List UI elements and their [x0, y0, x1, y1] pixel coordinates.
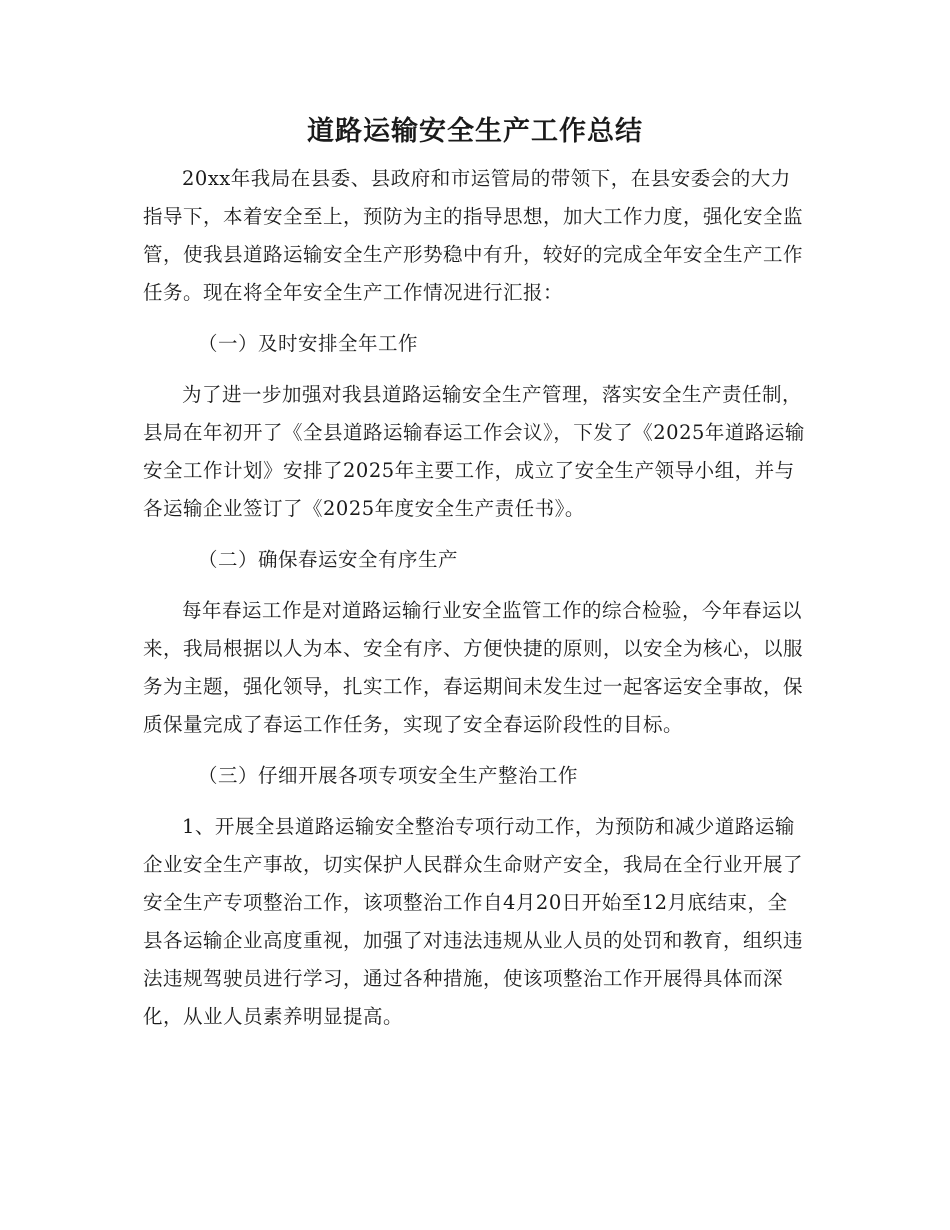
section-body-2: 每年春运工作是对道路运输行业安全监管工作的综合检验，今年春运以来，我局根据以人为本、安全有序、方便快捷的原则，以安全为核心，以服务为主题，强化领导，扎实工作，春运期间未发生过一起客运安全事故，保质保量完成了春运工作任务，实现了安全春运阶段性的目标。	[143, 599, 804, 736]
section-body-3: 1、开展全县道路运输安全整治专项行动工作，为预防和减少道路运输企业安全生产事故，切实保护人民群众生命财产安全，我局在全行业开展了安全生产专项整治工作，该项整治工作自4月20日开始至12月底结束，全县各运输企业高度重视，加强了对违法违规从业人员的处罚和教育，组织违法违规驾驶员进行学习，通过各种措施，使该项整治工作开展得具体而深化，从业人员素养明显提高。	[143, 815, 804, 1028]
section-heading-1: （一）及时安排全年工作	[198, 332, 419, 355]
document-page	[143, 110, 807, 1036]
section-heading-3: （三）仔细开展各项专项安全生产整治工作	[198, 764, 579, 787]
section-heading-2: （二）确保春运安全有序生产	[198, 548, 459, 571]
intro-paragraph: 20xx年我局在县委、县政府和市运管局的带领下，在县安委会的大力指导下，本着安全至上，预防为主的指导思想，加大工作力度，强化安全监管，使我县道路运输安全生产形势稳中有升，较好的完成全年安全生产工作任务。现在将全年安全生产工作情况进行汇报：	[143, 167, 804, 304]
document-title: 道路运输安全生产工作总结	[307, 116, 643, 147]
section-body-1: 为了进一步加强对我县道路运输安全生产管理，落实安全生产责任制，县局在年初开了《全县道路运输春运工作会议》，下发了《2025年道路运输安全工作计划》安排了2025年主要工作，成立了安全生产领导小组，并与各运输企业签订了《2025年度安全生产责任书》。	[143, 383, 805, 520]
